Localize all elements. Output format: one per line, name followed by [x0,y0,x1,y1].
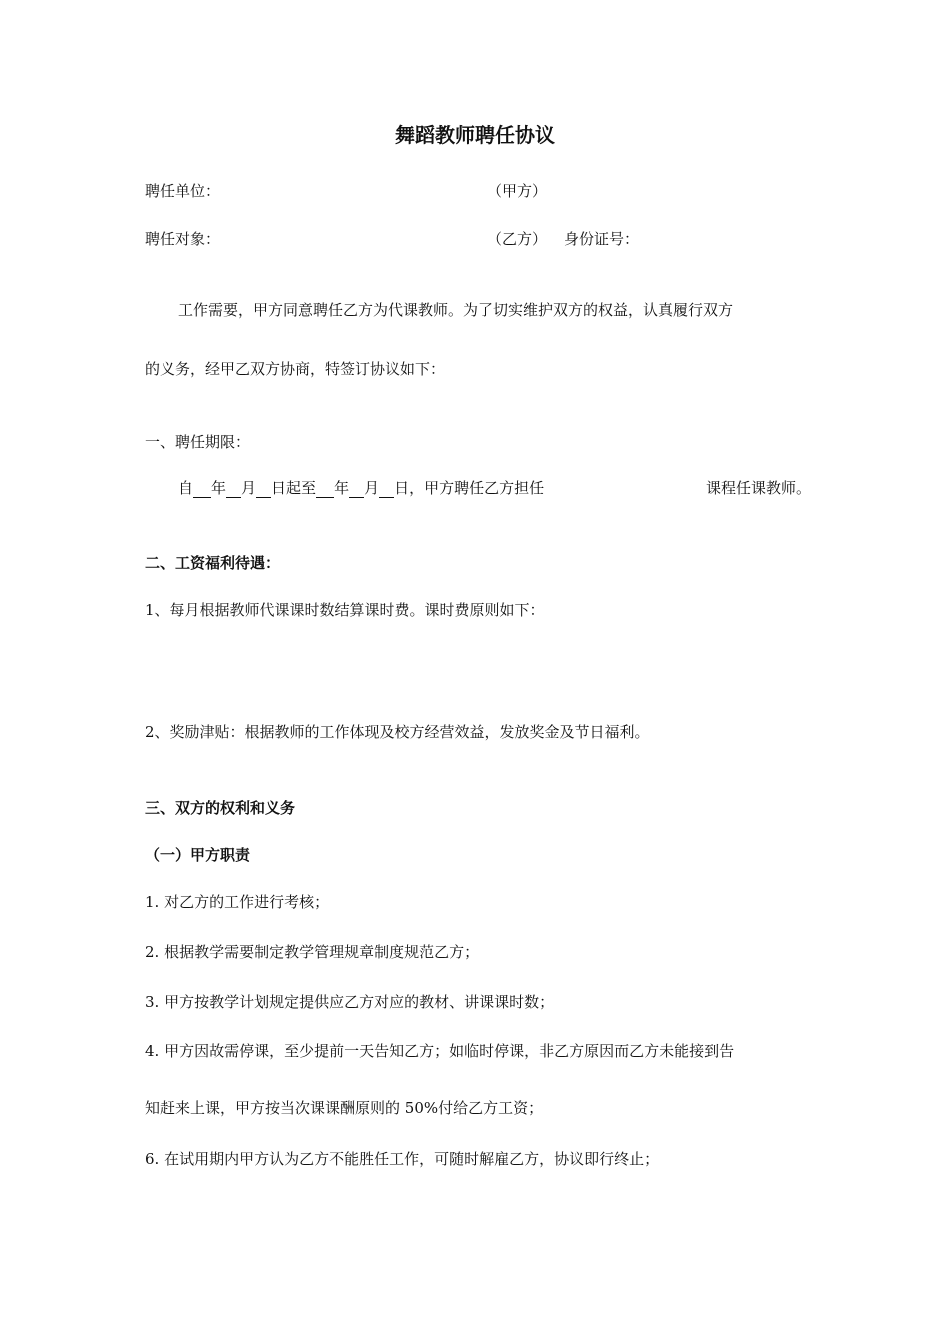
duty-item: 1. 对乙方的工作进行考核； [145,893,330,911]
term-part-day-1: 日起至 [271,479,317,497]
term-part-month-2: 月 [364,479,380,497]
employee-party: （乙方） [487,230,548,248]
intro-line-1: 工作需要，甲方同意聘任乙方为代课教师。为了切实维护双方的权益，认真履行双方 [178,301,734,319]
duty-item: 6. 在试用期内甲方认为乙方不能胜任工作，可随时解雇乙方，协议即行终止； [145,1150,660,1168]
blank-start-month [226,481,241,498]
document-title: 舞蹈教师聘任协议 [395,123,555,147]
section-1-heading: 一、聘任期限： [145,433,251,451]
term-course-suffix: 课程任课教师。 [706,479,812,497]
term-sentence [178,478,544,498]
employer-label: 聘任单位： [145,182,221,200]
term-part-day-2: 日，甲方聘任乙方担任 [394,479,545,497]
section-2-heading: 二、工资福利待遇： [145,554,281,572]
section-3-heading: 三、双方的权利和义务 [145,799,296,817]
duty-item-continuation: 知赶来上课，甲方按当次课课酬原则的 50%付给乙方工资； [145,1099,544,1117]
salary-item-1: 1、每月根据教师代课课时数结算课时费。课时费原则如下： [145,601,545,619]
salary-item-2: 2、奖励津贴：根据教师的工作体现及校方经营效益，发放奖金及节日福利。 [145,723,650,741]
blank-end-month [349,481,364,498]
party-a-duties-heading: （一）甲方职责 [145,846,251,864]
term-part-month-1: 月 [241,479,257,497]
blank-start-year [193,481,211,498]
term-part-year-1: 年 [211,479,227,497]
blank-start-day [256,481,271,498]
blank-end-year [316,481,334,498]
duty-item: 3. 甲方按教学计划规定提供应乙方对应的教材、讲课课时数； [145,993,555,1011]
term-part-year-2: 年 [334,479,350,497]
intro-line-2: 的义务，经甲乙双方协商，特签订协议如下： [145,360,446,378]
term-part-from: 自 [178,479,194,497]
blank-end-day [379,481,394,498]
employer-party: （甲方） [487,182,548,200]
duty-item: 4. 甲方因故需停课，至少提前一天告知乙方；如临时停课，非乙方原因而乙方未能接到告 [145,1042,735,1060]
duty-item: 2. 根据教学需要制定教学管理规章制度规范乙方； [145,943,480,961]
employee-label: 聘任对象： [145,230,221,248]
id-number-label: 身份证号： [564,230,640,248]
